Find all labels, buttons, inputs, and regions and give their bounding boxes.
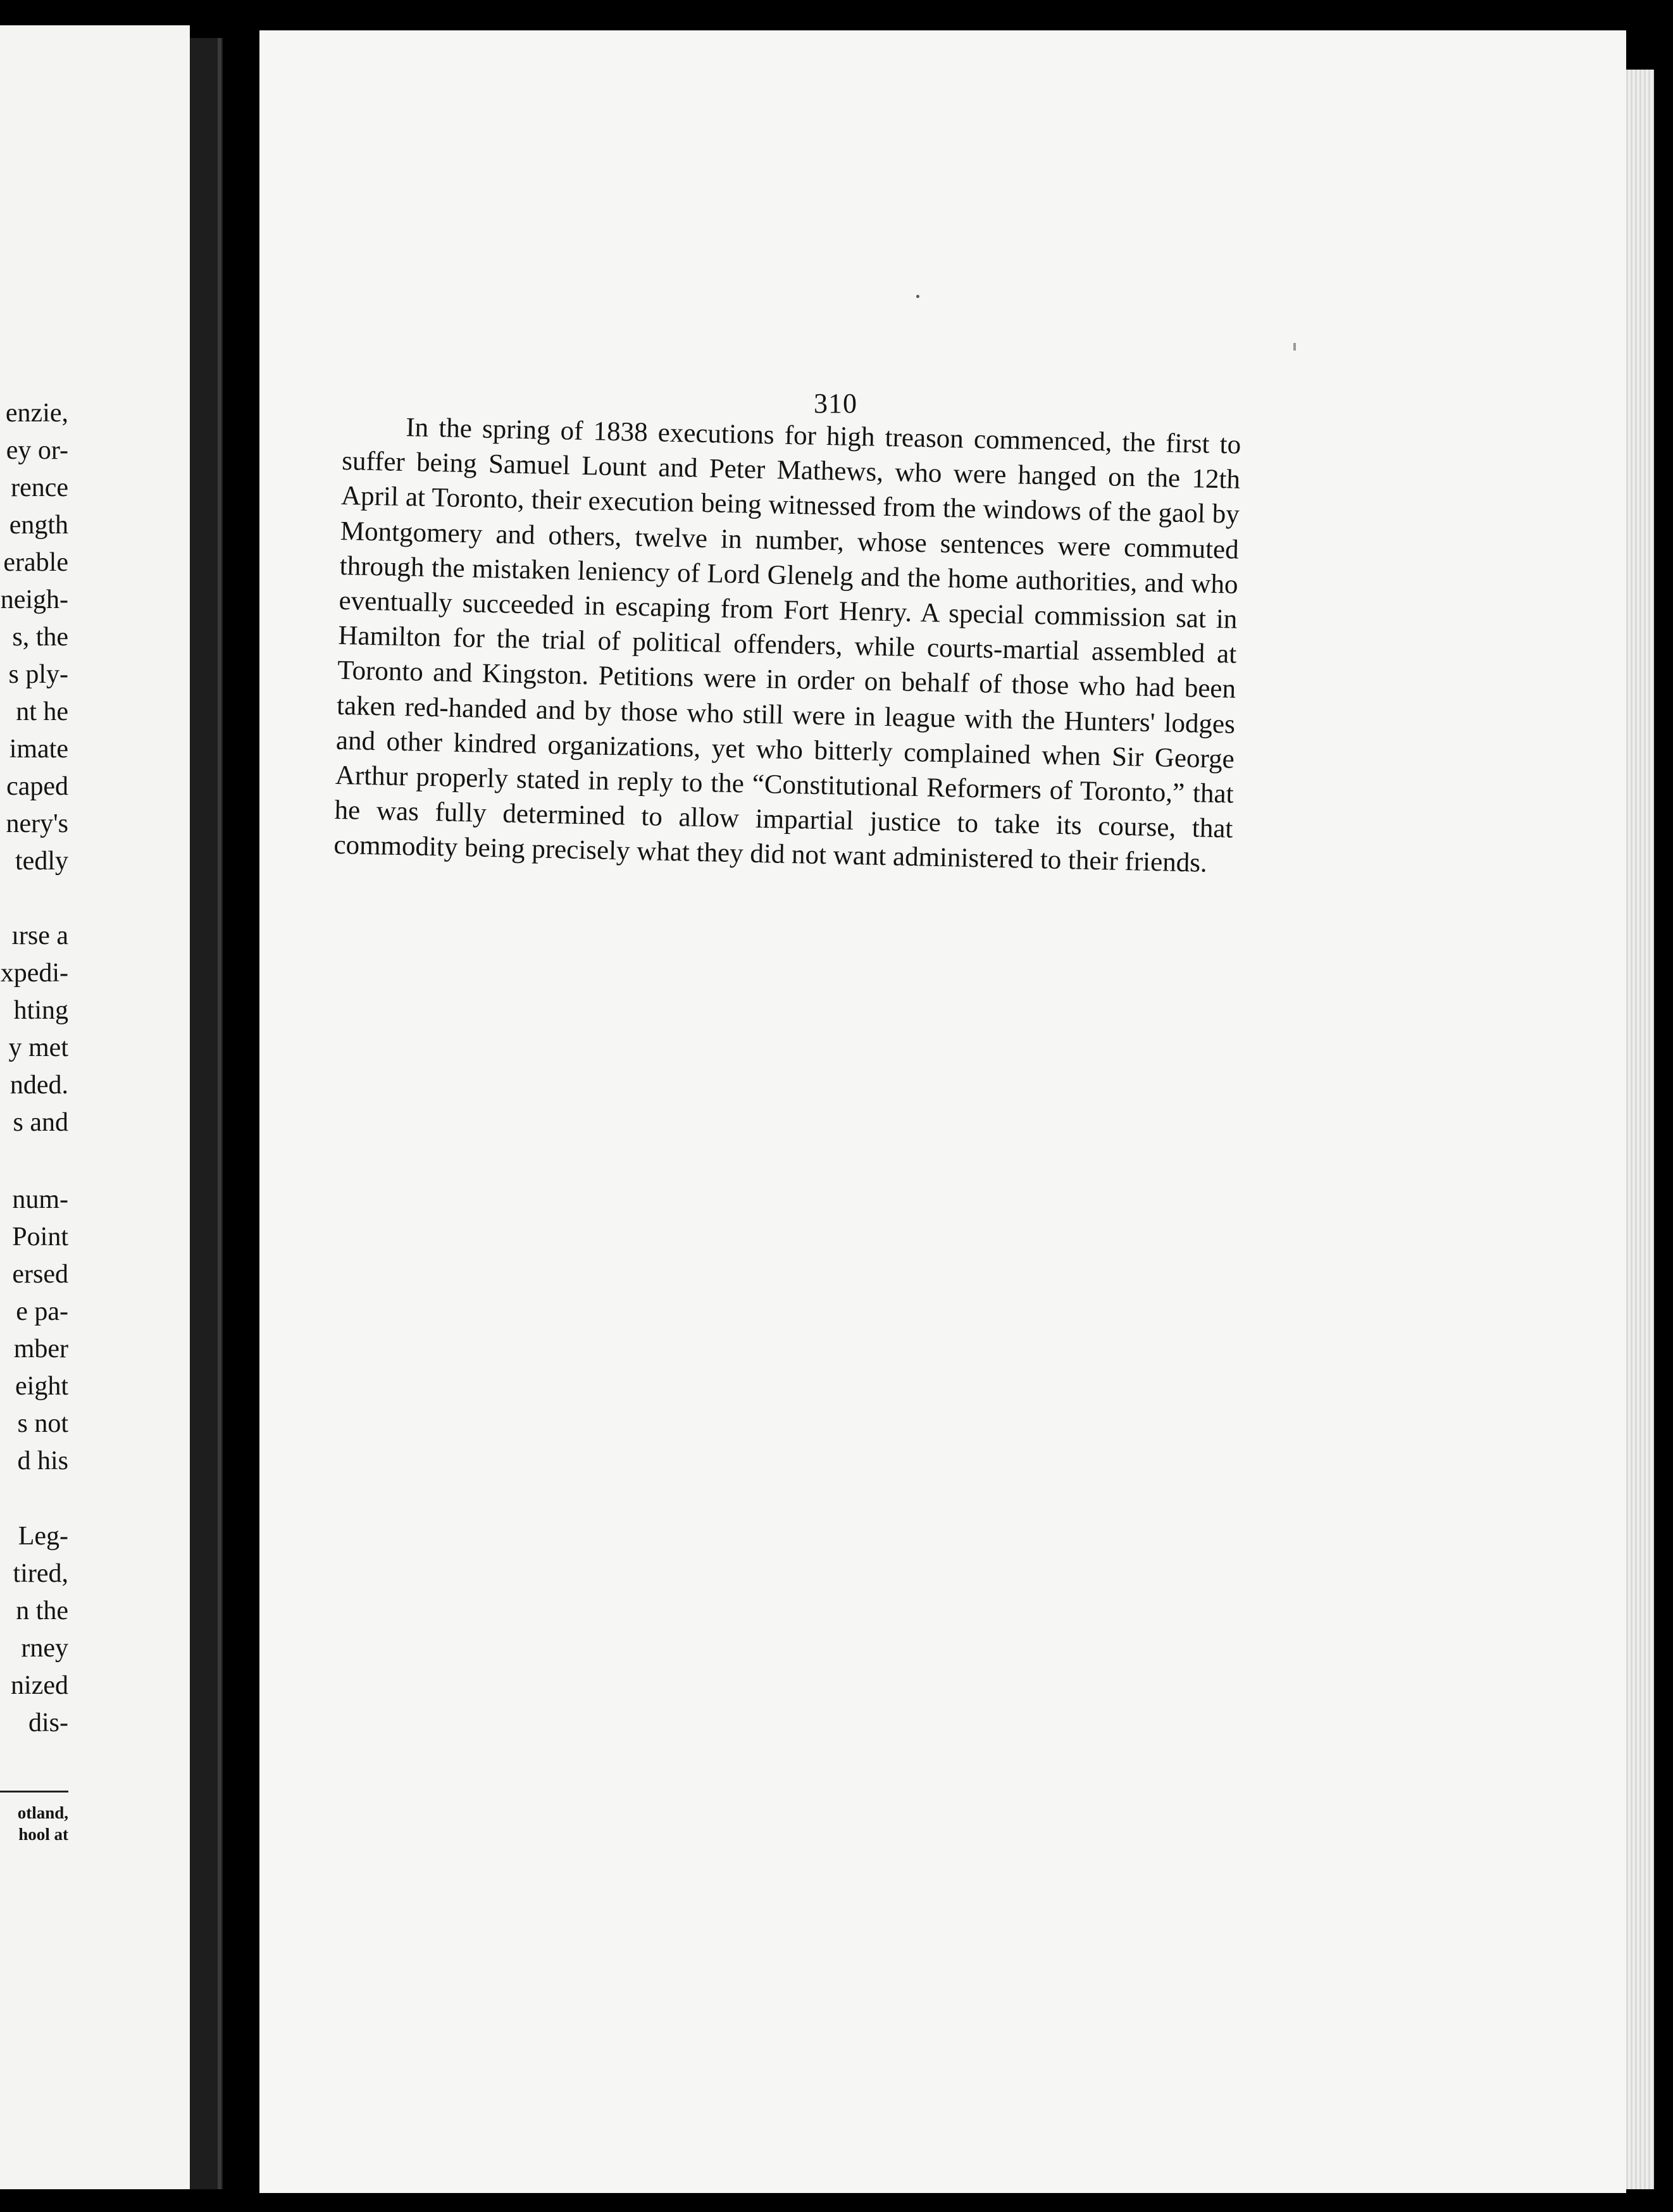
left-page-line: s not (17, 1409, 68, 1438)
left-page-line: ey or- (6, 436, 68, 465)
left-page-line: d his (17, 1446, 68, 1476)
body-paragraph: In the spring of 1838 executions for high treason commenced, the first to suffer being Samuel Lount and Peter Mathews, who were hanged on the 12th April at Toronto, their execution being witnessed from the windows of the gaol by Montgomery and others, twelve in number, whose sentences were commuted through the mistaken leniency of Lord Glenelg and the home authorities, and who eventually succeeded in escaping from Fort Henry. A special commission sat in Hamilton for the trial of political offenders, while courts-martial assembled at Toronto and Kingston. Petitions were in order on behalf of those who had been taken red-handed and by those who still were in league with the Hunters' lodges and other kindred organizations, yet who bitterly complained when Sir George Arthur properly stated in reply to the “Constitutional Reformers of Toronto,” that he was fully determined to allow impartial justice to take its course, that commodity being precisely what they did not want administered to their friends. (333, 413, 1241, 879)
left-page-line: mber (13, 1334, 68, 1364)
left-page-line: Leg- (18, 1522, 68, 1551)
previous-page-fragment (0, 25, 190, 2189)
left-page-line: imate (9, 735, 68, 764)
left-page-line: erable (3, 548, 68, 577)
left-page-line: nery's (6, 809, 68, 838)
left-page-line: s, the (12, 623, 68, 652)
paper-speck (1293, 343, 1296, 351)
left-page-line: tedly (15, 847, 68, 876)
left-page-line: num- (12, 1185, 68, 1214)
left-page-line: Point (12, 1222, 68, 1252)
left-page-line: dis- (28, 1708, 68, 1737)
left-page-line: neigh- (0, 585, 68, 614)
page-number: 310 (814, 388, 857, 419)
left-footnote-line: otland, (17, 1803, 68, 1822)
page-stack-edge (1626, 70, 1654, 2189)
paper-speck (916, 295, 919, 298)
left-page-line: nized (11, 1671, 68, 1700)
left-page-line: ırse a (11, 921, 68, 950)
left-page-line: nt he (16, 697, 68, 726)
left-page-line: ength (9, 511, 68, 540)
left-page-line: nded. (9, 1071, 68, 1100)
gutter-edge (218, 38, 221, 2189)
left-page-line: eight (15, 1372, 68, 1401)
left-page-line: rence (11, 473, 68, 502)
footnote-rule (0, 1791, 68, 1793)
left-page-line: s and (13, 1108, 68, 1137)
left-page-line: s ply- (8, 660, 68, 689)
left-page-line: rney (21, 1634, 68, 1663)
left-footnote-line: hool at (18, 1825, 68, 1844)
left-page-line: ersed (12, 1260, 68, 1289)
left-page-line: tired, (13, 1559, 68, 1588)
left-page-line: xpedi- (0, 959, 68, 988)
left-page-line: n the (16, 1596, 68, 1625)
left-page-line: y met (8, 1033, 68, 1062)
left-page-line: hting (13, 996, 68, 1025)
left-page-line: e pa- (16, 1297, 68, 1326)
left-page-line: caped (6, 772, 68, 801)
left-page-line: enzie, (5, 399, 68, 428)
book-page (259, 30, 1626, 2193)
